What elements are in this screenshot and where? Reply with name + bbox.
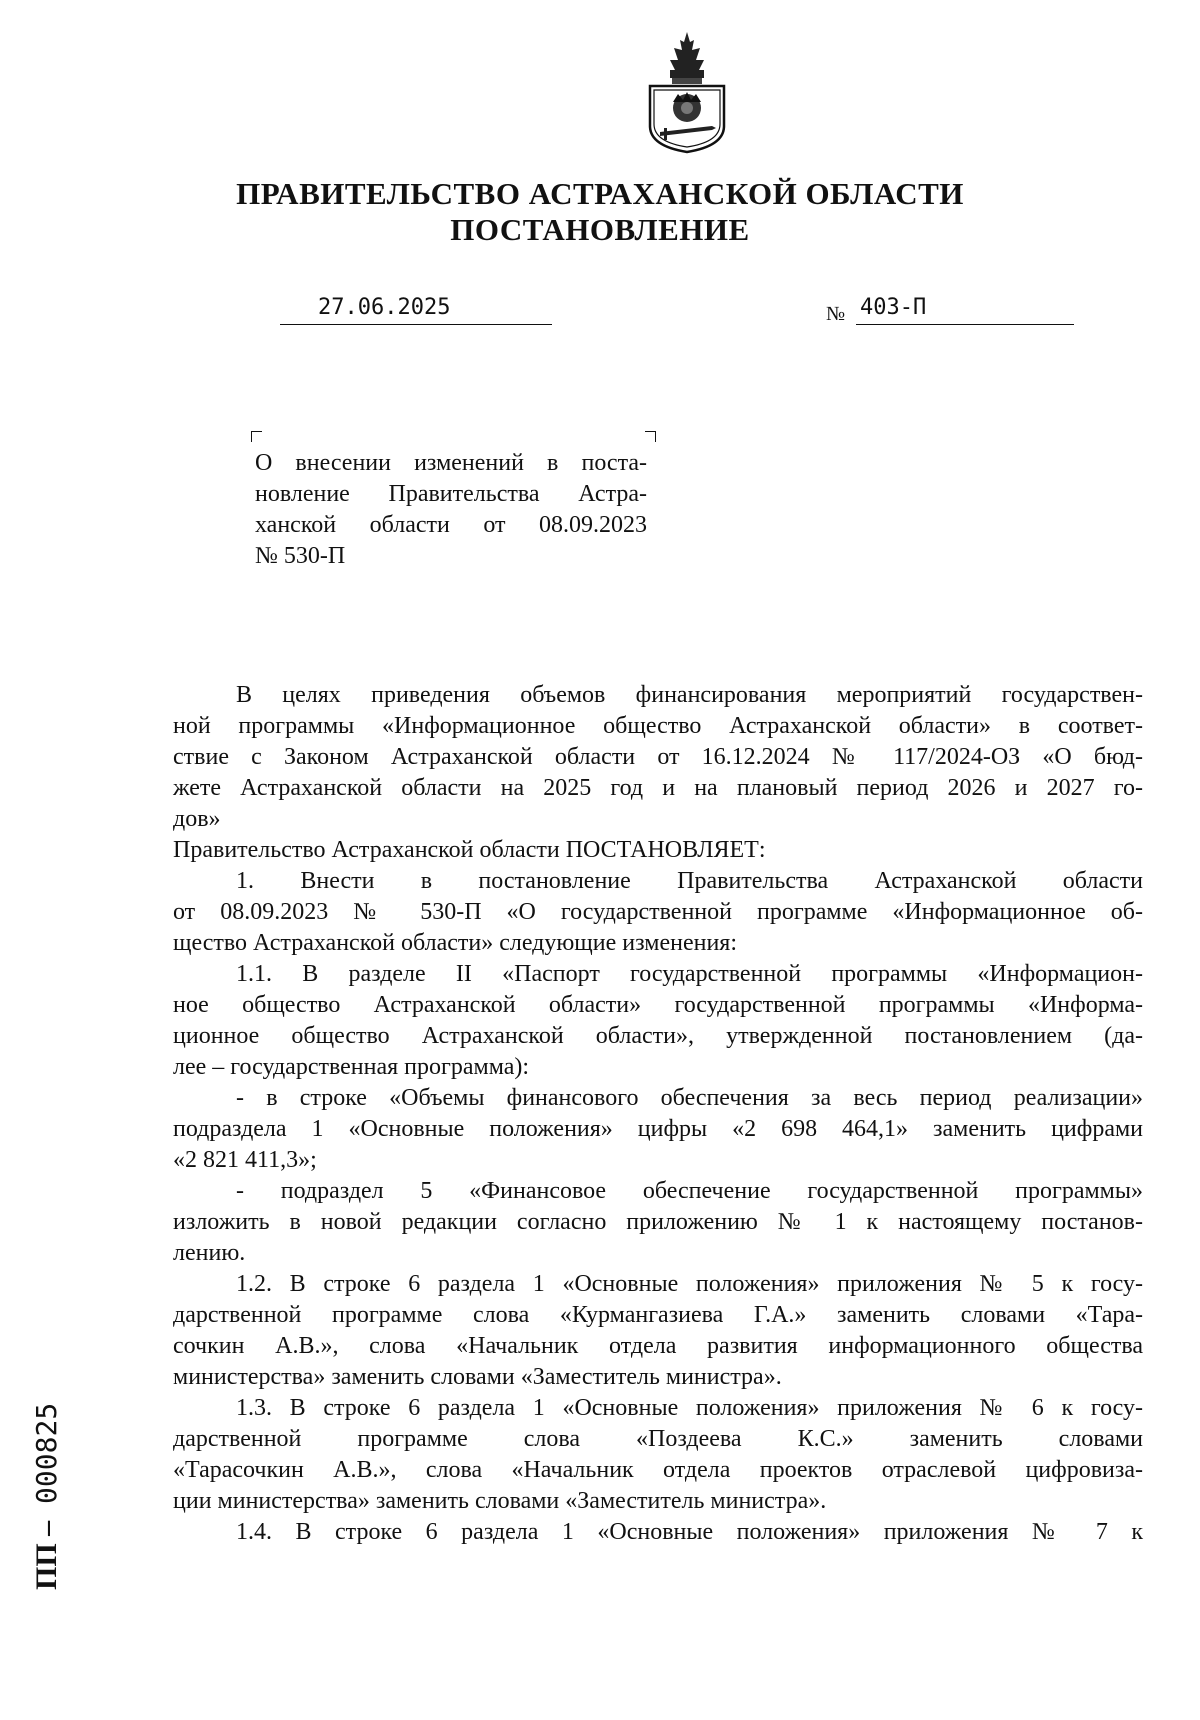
number-field [856, 294, 1074, 325]
body-line: - в строке «Объемы финансового обеспечения за весь период реализации» [236, 1085, 1143, 1111]
title-corner-right [645, 431, 656, 442]
doc-type: ПОСТАНОВЛЕНИЕ [450, 212, 750, 247]
body-line: 1.2. В строке 6 раздела 1 «Основные положения» приложения № 5 к госу- [236, 1271, 1143, 1297]
body-line: ной программы «Информационное общество Астраханской области» в соответ- [173, 713, 1143, 739]
body-line: ное общество Астраханской области» государственной программы «Информа- [173, 992, 1143, 1018]
document-heading [0, 176, 1200, 248]
body-line: сочкин А.В.», слова «Начальник отдела развития информационного общества [173, 1333, 1143, 1359]
body-line: министерства» заменить словами «Заместитель министра». [173, 1364, 782, 1390]
body-line: «2 821 411,3»; [173, 1147, 317, 1173]
body-line: 1.1. В разделе II «Паспорт государственной программы «Информацион- [236, 961, 1143, 987]
title-line: О внесении изменений в поста- [255, 450, 647, 476]
document-title [255, 448, 647, 572]
body-line: 1.3. В строке 6 раздела 1 «Основные положения» приложения № 6 к госу- [236, 1395, 1143, 1421]
body-line: дарственной программе слова «Поздеева К.С.» заменить словами [173, 1426, 1143, 1452]
stamp-prefix: ПП – [30, 1520, 63, 1590]
body-line: дарственной программе слова «Курмангазиева Г.А.» заменить словами «Тара- [173, 1302, 1143, 1328]
body-line: - подраздел 5 «Финансовое обеспечение государственной программы» [236, 1178, 1143, 1204]
number-sign: № [826, 303, 846, 325]
body-line: щество Астраханской области» следующие изменения: [173, 930, 737, 956]
stamp-code: 000825 [30, 1402, 63, 1504]
body-line: ционное общество Астраханской области», утвержденной постановлением (да- [173, 1023, 1143, 1049]
org-name: ПРАВИТЕЛЬСТВО АСТРАХАНСКОЙ ОБЛАСТИ [236, 176, 964, 211]
date-field [280, 294, 552, 325]
body-line: лению. [173, 1240, 246, 1266]
body-line: ции министерства» заменить словами «Заместитель министра». [173, 1488, 827, 1514]
coat-of-arms-icon [642, 30, 732, 154]
body-line: лее – государственная программа): [173, 1054, 530, 1080]
document-body [173, 680, 1143, 1548]
title-line: № 530-П [255, 543, 346, 569]
document-date: 27.06.2025 [318, 295, 451, 320]
body-line: ствие с Законом Астраханской области от 16.12.2024 № 117/2024-ОЗ «О бюд- [173, 744, 1143, 770]
body-line: «Тарасочкин А.В.», слова «Начальник отдела проектов отраслевой цифровиза- [173, 1457, 1143, 1483]
body-line: 1. Внести в постановление Правительства Астраханской области [236, 868, 1143, 894]
title-line: ханской области от 08.09.2023 [255, 512, 647, 538]
body-line: Правительство Астраханской области ПОСТАНОВЛЯЕТ: [173, 837, 766, 863]
body-line: изложить в новой редакции согласно приложению № 1 к настоящему постанов- [173, 1209, 1143, 1235]
body-line: от 08.09.2023 № 530-П «О государственной программе «Информационное об- [173, 899, 1143, 925]
title-corner-left [251, 431, 262, 442]
body-line: В целях приведения объемов финансирования мероприятий государствен- [236, 682, 1143, 708]
document-number: 403-П [860, 295, 927, 320]
body-line: дов» [173, 806, 221, 832]
side-registration-stamp [30, 1403, 64, 1590]
title-line: новление Правительства Астра- [255, 481, 647, 507]
body-line: подраздела 1 «Основные положения» цифры «2 698 464,1» заменить цифрами [173, 1116, 1143, 1142]
body-line: 1.4. В строке 6 раздела 1 «Основные положения» приложения № 7 к [236, 1519, 1143, 1545]
body-line: жете Астраханской области на 2025 год и на плановый период 2026 и 2027 го- [173, 775, 1143, 801]
